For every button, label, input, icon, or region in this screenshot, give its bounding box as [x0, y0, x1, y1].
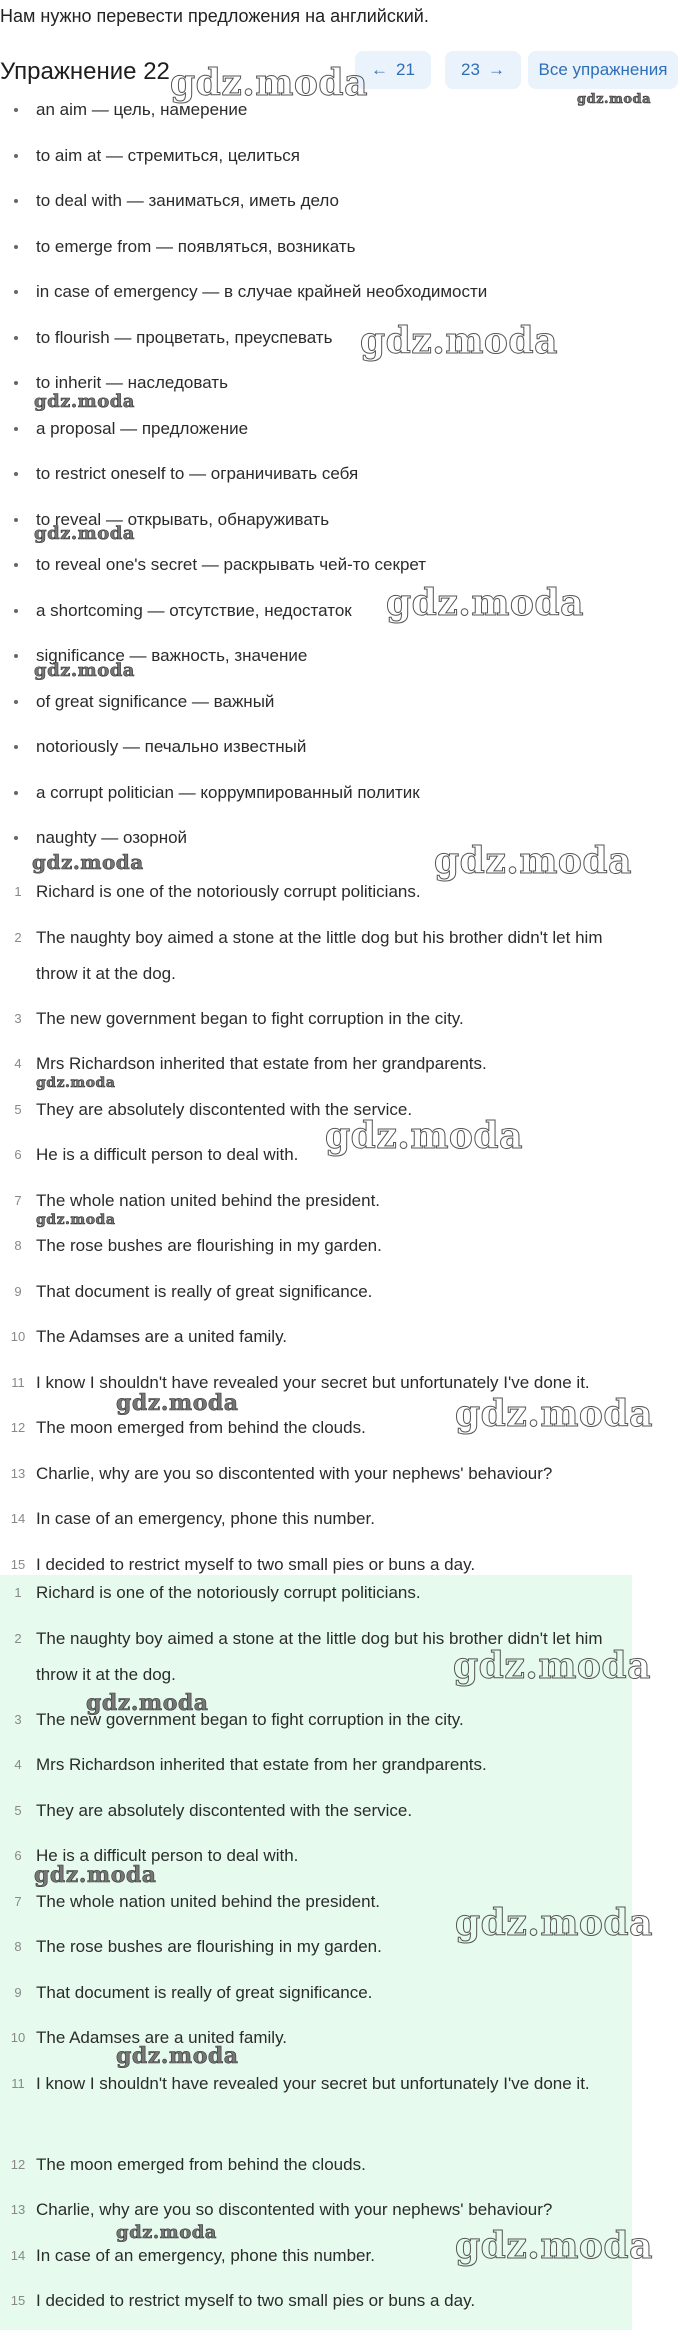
- watermark: gdz.moda: [34, 391, 135, 412]
- watermark: gdz.moda: [116, 1390, 239, 1416]
- sentence-text: Charlie, why are you so discontented with your nephews' behaviour?: [36, 1463, 553, 1483]
- item-number: 1: [14, 884, 22, 899]
- vocab-item: [0, 237, 680, 283]
- vocab-text: to aim at — стремиться, целиться: [36, 145, 301, 165]
- item-number: 13: [10, 2202, 26, 2217]
- list-item: [0, 2020, 632, 2066]
- sentence-text: The Adamses are a united family.: [36, 2028, 288, 2047]
- list-item: [0, 1365, 640, 1411]
- list-item: [0, 1621, 632, 1702]
- vocab-text: significance — важность, значение: [36, 646, 308, 665]
- vocabulary-list: [0, 100, 680, 874]
- list-item: [0, 1747, 632, 1793]
- item-number: 4: [14, 1757, 22, 1772]
- watermark: gdz.moda: [36, 1075, 116, 1091]
- watermark: gdz.moda: [434, 840, 632, 882]
- item-number: 8: [14, 1238, 22, 1253]
- vocab-item: [0, 510, 680, 556]
- watermark: gdz.moda: [34, 523, 135, 544]
- watermark: gdz.moda: [325, 1115, 523, 1157]
- vocab-text: of great significance — важный: [36, 691, 275, 711]
- watermark: gdz.moda: [360, 320, 558, 362]
- sentence-text: The naughty boy aimed a stone at the little dog but his brother didn't let him throw it at the dog.: [36, 1628, 603, 1684]
- vocab-item: [0, 464, 680, 510]
- sentence-text: Charlie, why are you so discontented with your nephews' behaviour?: [36, 2200, 553, 2219]
- list-item: [0, 2283, 632, 2329]
- sentence-text: I know I shouldn't have revealed your secret but unfortunately I've done it.: [36, 1372, 590, 1392]
- sentence-text: The rose bushes are flourishing in my garden.: [36, 1937, 382, 1956]
- watermark: gdz.moda: [86, 1690, 209, 1716]
- next-exercise-button[interactable]: [445, 51, 521, 89]
- list-item: [0, 1319, 640, 1365]
- bullet-icon: [14, 290, 18, 294]
- exercise-title: Упражнение 22: [0, 58, 170, 85]
- sentence-text: I know I shouldn't have revealed your secret but unfortunately I've done it.: [36, 2073, 590, 2093]
- arrow-right-icon: →: [487, 60, 505, 79]
- vocab-text: to flourish — процветать, преуспевать: [36, 327, 333, 347]
- list-item: [0, 2238, 632, 2284]
- sentence-text: Mrs Richardson inherited that estate from her grandparents.: [36, 1755, 487, 1774]
- item-number: 11: [11, 1374, 25, 1390]
- vocab-item: [0, 191, 680, 237]
- item-number: 3: [14, 1711, 22, 1727]
- sentence-text: The Adamses are a united family.: [36, 1327, 288, 1346]
- list-item: [0, 1001, 640, 1047]
- bullet-icon: [14, 472, 18, 476]
- item-number: 11: [11, 2075, 25, 2091]
- prev-exercise-button[interactable]: [355, 51, 431, 89]
- sentence-text: Richard is one of the notoriously corrupt politicians.: [36, 882, 421, 901]
- item-number: 10: [10, 1329, 26, 1344]
- vocab-item: [0, 646, 680, 692]
- vocab-item: [0, 601, 680, 647]
- bullet-icon: [14, 791, 18, 795]
- vocab-text: a proposal — предложение: [36, 418, 249, 438]
- item-number: 6: [14, 1147, 22, 1162]
- vocab-text: to inherit — наследовать: [36, 373, 228, 392]
- item-number: 15: [10, 1556, 26, 1572]
- sentence-text: He is a difficult person to deal with.: [36, 1846, 299, 1865]
- vocab-item: [0, 373, 680, 419]
- sentence-text: The whole nation united behind the president.: [36, 1891, 381, 1911]
- exercise-header: [0, 48, 680, 96]
- sentence-text: Richard is one of the notoriously corrupt politicians.: [36, 1583, 421, 1602]
- watermark: gdz.moda: [34, 660, 135, 681]
- list-item: [0, 1274, 640, 1320]
- intro-text: Нам нужно перевести предложения на английский.: [0, 6, 429, 26]
- vocab-item: [0, 100, 680, 146]
- item-number: 5: [14, 1101, 22, 1117]
- vocab-item: [0, 828, 680, 874]
- list-item: [0, 1884, 632, 1930]
- sentence-text: They are absolutely discontented with the service.: [36, 1099, 413, 1119]
- list-item: [0, 1975, 632, 2021]
- bullet-icon: [14, 609, 18, 613]
- item-number: 15: [10, 2293, 26, 2308]
- item-number: 12: [10, 1420, 26, 1435]
- sentence-text: I decided to restrict myself to two small pies or buns a day.: [36, 1554, 476, 1574]
- bullet-icon: [14, 563, 18, 567]
- item-number: 1: [14, 1585, 22, 1600]
- vocab-item: [0, 282, 680, 328]
- item-number: 9: [14, 1984, 22, 2000]
- list-item: [0, 920, 640, 1001]
- item-number: 14: [10, 1511, 26, 1526]
- watermark: gdz.moda: [170, 62, 368, 104]
- sentence-list: [0, 874, 640, 1592]
- next-exercise-label: 23: [461, 60, 480, 79]
- list-item: [0, 2147, 632, 2193]
- sentence-text: The moon emerged from behind the clouds.: [36, 2154, 366, 2174]
- sentence-text: The new government began to fight corruption in the city.: [36, 1008, 464, 1028]
- item-number: 5: [14, 1802, 22, 1818]
- bullet-icon: [14, 381, 18, 385]
- bullet-icon: [14, 199, 18, 203]
- list-item: [0, 1702, 632, 1748]
- list-item: [0, 1137, 640, 1183]
- item-number: 9: [14, 1283, 22, 1299]
- item-number: 8: [14, 1939, 22, 1954]
- bullet-icon: [14, 654, 18, 658]
- vocab-item: [0, 146, 680, 192]
- list-item: [0, 1228, 640, 1274]
- list-item: [0, 1046, 640, 1092]
- prev-exercise-label: 21: [396, 60, 415, 79]
- bullet-icon: [14, 427, 18, 431]
- watermark: gdz.moda: [577, 92, 652, 107]
- bullet-icon: [14, 336, 18, 340]
- vocab-item: [0, 328, 680, 374]
- sentence-text: The whole nation united behind the president.: [36, 1190, 381, 1210]
- vocab-text: to restrict oneself to — ограничивать себя: [36, 464, 359, 483]
- sentence-text: Mrs Richardson inherited that estate from her grandparents.: [36, 1054, 487, 1073]
- all-exercises-label: Все упражнения: [538, 60, 668, 79]
- bullet-icon: [14, 745, 18, 749]
- vocab-text: naughty — озорной: [36, 828, 188, 847]
- bullet-icon: [14, 518, 18, 522]
- sentence-text: He is a difficult person to deal with.: [36, 1145, 299, 1164]
- vocab-text: to reveal — открывать, обнаруживать: [36, 509, 330, 529]
- vocab-item: [0, 555, 680, 601]
- sentence-text: The rose bushes are flourishing in my garden.: [36, 1236, 382, 1255]
- bullet-icon: [14, 154, 18, 158]
- sentence-text: In case of an emergency, phone this number.: [36, 1509, 375, 1528]
- item-number: 13: [10, 1465, 26, 1481]
- vocab-text: to deal with — заниматься, иметь дело: [36, 191, 339, 210]
- vocab-text: to reveal one's secret — раскрывать чей-то секрет: [36, 555, 427, 574]
- item-number: 10: [10, 2030, 26, 2045]
- item-number: 2: [14, 929, 22, 945]
- list-item: [0, 2066, 632, 2147]
- sentence-text: That document is really of great significance.: [36, 1982, 373, 2002]
- sentence-text: I decided to restrict myself to two small pies or buns a day.: [36, 2291, 476, 2310]
- sentence-text: In case of an emergency, phone this number.: [36, 2245, 375, 2265]
- list-item: [0, 874, 640, 920]
- list-item: [0, 1929, 632, 1975]
- watermark: gdz.moda: [34, 1862, 157, 1888]
- watermark: gdz.moda: [32, 850, 144, 874]
- watermark: gdz.moda: [386, 582, 584, 624]
- vocab-text: an aim — цель, намерение: [36, 100, 248, 119]
- bullet-icon: [14, 700, 18, 704]
- bullet-icon: [14, 836, 18, 840]
- item-number: 12: [10, 2156, 26, 2172]
- list-item: [0, 1456, 640, 1502]
- answer-list: [0, 1575, 632, 2330]
- watermark: gdz.moda: [116, 2043, 239, 2069]
- list-item: [0, 1838, 632, 1884]
- arrow-left-icon: ←: [371, 60, 389, 79]
- item-number: 7: [14, 1893, 22, 1909]
- list-item: [0, 1501, 640, 1547]
- list-item: [0, 2192, 632, 2238]
- item-number: 2: [14, 1630, 22, 1646]
- all-exercises-button[interactable]: [528, 51, 678, 89]
- sentence-text: The moon emerged from behind the clouds.: [36, 1418, 366, 1437]
- vocab-text: a shortcoming — отсутствие, недостаток: [36, 600, 352, 620]
- list-item: [0, 1183, 640, 1229]
- list-item: [0, 1092, 640, 1138]
- item-number: 4: [14, 1056, 22, 1071]
- sentence-text: That document is really of great significance.: [36, 1281, 373, 1301]
- item-number: 3: [14, 1010, 22, 1026]
- watermark: gdz.moda: [36, 1212, 116, 1228]
- vocab-item: [0, 737, 680, 783]
- list-item: [0, 1410, 640, 1456]
- vocab-item: [0, 692, 680, 738]
- item-number: 7: [14, 1192, 22, 1208]
- list-item: [0, 1575, 632, 1621]
- item-number: 6: [14, 1848, 22, 1863]
- bullet-icon: [14, 245, 18, 249]
- item-number: 14: [10, 2247, 26, 2263]
- list-item: [0, 1793, 632, 1839]
- vocab-text: in case of emergency — в случае крайней необходимости: [36, 282, 488, 301]
- sentence-text: The naughty boy aimed a stone at the little dog but his brother didn't let him throw it at the dog.: [36, 927, 603, 983]
- watermark: gdz.moda: [116, 2222, 217, 2243]
- vocab-text: to emerge from — появляться, возникать: [36, 236, 356, 256]
- vocab-text: a corrupt politician — коррумпированный политик: [36, 782, 420, 802]
- watermark: gdz.moda: [455, 1393, 653, 1435]
- vocab-item: [0, 419, 680, 465]
- sentence-text: The new government began to fight corruption in the city.: [36, 1709, 464, 1729]
- vocab-item: [0, 783, 680, 829]
- bullet-icon: [14, 108, 18, 112]
- vocab-text: notoriously — печально известный: [36, 737, 307, 756]
- sentence-text: They are absolutely discontented with the service.: [36, 1800, 413, 1820]
